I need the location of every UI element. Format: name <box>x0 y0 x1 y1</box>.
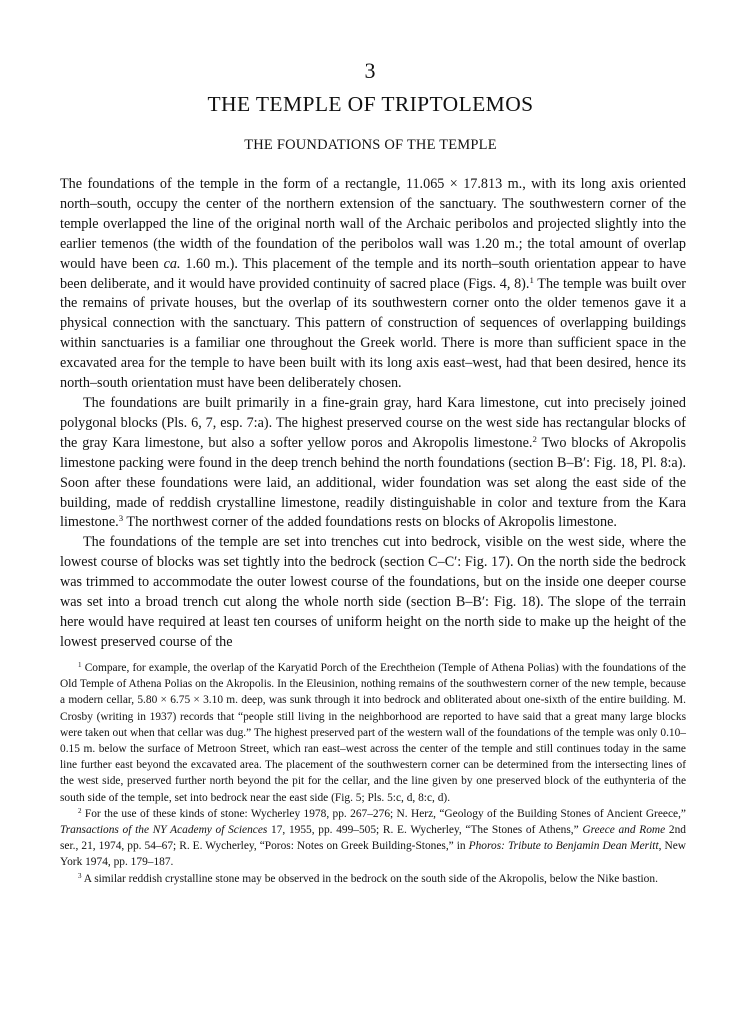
footnote-2-number: 2 <box>78 806 82 815</box>
footnote-1: $^1$ Compare, for example, the overlap of the Karyatid Porch of the Erechtheion (Temple of Athena Polias) with the foundations of the Old Temple of Athena Polias on the Akropolis. In the Eleusinion, nothing remains of the southwestern corner of the new temple, because a modern cellar, 5.80 × 6.75 × 3.10 m. deep, was sunk through it into bedrock and obliterated about one-sixth of the entire building. M. Crosby (writing in 1937) records that “people still living in the neighborhood are reported to have said that a great many large blocks were taken out when that cellar was dug.” The highest preserved part of the western wall of the foundations of the temple was only 0.10–0.15 m. below the surface of Metroon Street, which ran east–west across the center of the temple and still continues today in the same line further east beyond the excavated area. The placement of the southwestern corner can be determined from the intersecting lines of the west side, preserved further north beyond the pit for the cellar, and the line given by one preserved block of the euthynteria of the south side of the temple, set into bedrock near the east side (Fig. 5; Pls. 5:c, d, 8:c, d). <box>60 661 686 804</box>
paragraph-3: The foundations of the temple are set into trenches cut into bedrock, visible on the west side, where the lowest course of blocks was set tightly into the bedrock (section C–C′: Fig. 17). On the north side the bedrock was trimmed to accommodate the outer lowest course of the foundations, but on the inside one deeper course was set into a broad trench cut along the whole north side (section B–B′: Fig. 18). The slope of the terrain here would have required at least ten courses of uniform height on the north side to make up the height of the lowest preserved course of the <box>60 534 686 650</box>
chapter-title: THE TEMPLE OF TRIPTOLEMOS <box>207 92 534 116</box>
footnote-ref-1[interactable]: 1 <box>529 274 534 285</box>
body-text <box>60 175 686 653</box>
paragraph-1: The foundations of the temple in the form of a rectangle, 11.065 × 17.813 m., with its long axis oriented north–south, occupy the center of the northern extension of the sanctuary. The southwestern corner of the temple overlapped the line of the original north wall of the Archaic peribolos and projected slightly into the earlier temenos (the width of the foundation of the peribolos wall was 1.20 m.; the total amount of overlap would have been ca. 1.60 m.). This placement of the temple and its north–south orientation appear to have been deliberate, and it would have provided continuity of sacred place (Figs. 4, 8).$^1$ The temple was built over the remains of private houses, but the overlap of its southwestern corner onto the older temenos gave it a physical connection with the sanctuary. This pattern of construction of sequences of overlapping buildings within sanctuaries is a familiar one throughout the Greek world. There is more than sufficient space in the excavated area for the temple to have been built with its long axis east–west, had that been desired, hence its north–south orientation must have been deliberately chosen. <box>60 176 686 392</box>
chapter-number: 3 <box>364 58 377 83</box>
paragraph-2: The foundations are built primarily in a fine-grain gray, hard Kara limestone, cut into precisely joined polygonal blocks (Pls. 6, 7, esp. 7:a). The highest preserved course on the west side has rectangular blocks of the gray Kara limestone, but also a softer yellow poros and Akropolis limestone.$^2$ Two blocks of Akropolis limestone packing were found in the deep trench behind the north foundations (section B–B′: Fig. 18, Pl. 8:a). Soon after these foundations were laid, an additional, wider foundation was set along the east side of the building, made of reddish crystalline limestone, readily distinguishable in color and texture from the Kara limestone.$^3$ The northwest corner of the added foundations rests on blocks of Akropolis limestone. <box>60 394 687 531</box>
footnotes <box>60 660 686 887</box>
footnote-2: $^2$ For the use of these kinds of stone: Wycherley 1978, pp. 267–276; N. Herz, “Geology of the Building Stones of Ancient Greece,” Transactions of the NY Academy of Sciences 17, 1955, pp. 499–505; R. E. Wycherley, “The Stones of Athens,” Greece and Rome 2nd ser., 21, 1974, pp. 54–67; R. E. Wycherley, “Poros: Notes on Greek Building-Stones,” in Phoros: Tribute to Benjamin Dean Meritt, New York 1974, pp. 179–187. <box>60 806 687 869</box>
footnote-ref-3[interactable]: 3 <box>118 513 124 524</box>
footnote-ref-2[interactable]: 2 <box>532 433 537 444</box>
footnote-3-number: 3 <box>78 871 82 880</box>
section-title: THE FOUNDATIONS OF THE TEMPLE <box>244 137 497 153</box>
footnote-3: $^3$ A similar reddish crystalline stone may be observed in the bedrock on the south side of the Akropolis, below the Nike bastion. <box>78 871 658 885</box>
footnote-1-number: 1 <box>78 661 82 670</box>
